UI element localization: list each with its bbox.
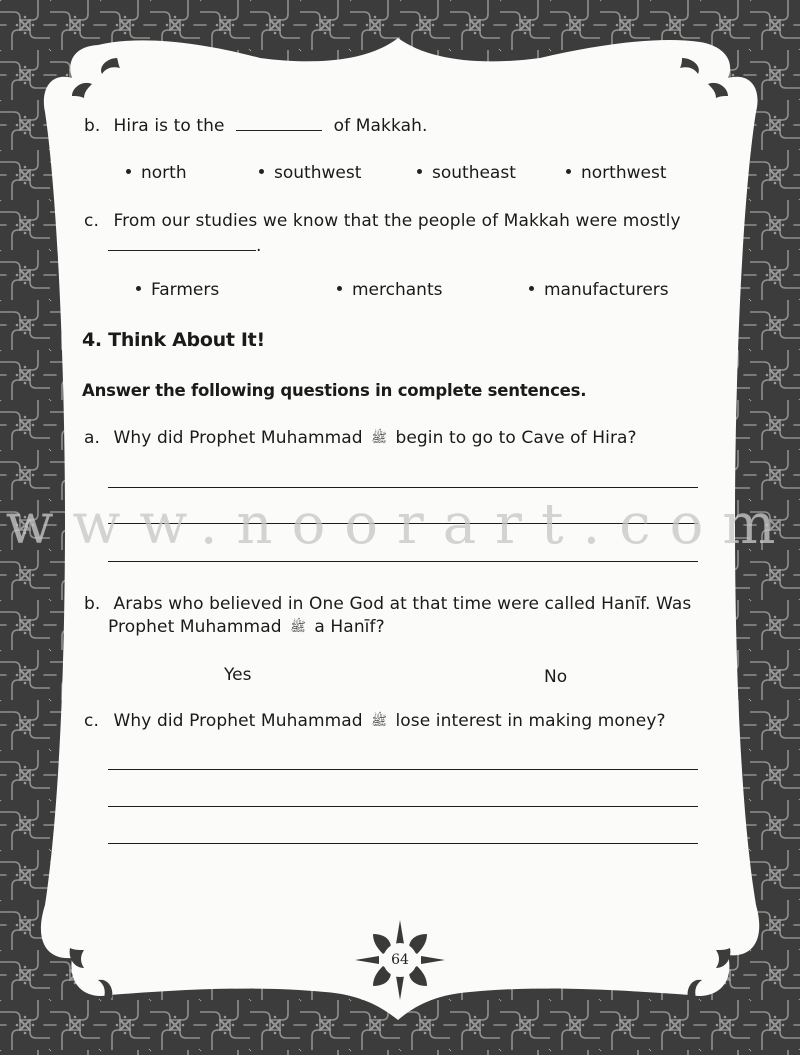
option-label: merchants [352, 280, 443, 300]
question-letter: c. [84, 211, 99, 231]
question-b [84, 594, 691, 614]
option-label: southwest [274, 163, 362, 183]
option-north[interactable] [126, 163, 187, 183]
option-farmers[interactable] [136, 280, 219, 300]
answer-line-a-2[interactable] [108, 523, 698, 524]
pbuh-honorific-icon: ﷺ [371, 714, 387, 729]
answer-line-c-3[interactable] [108, 843, 698, 844]
question-c [84, 711, 666, 732]
option-label: northwest [581, 163, 667, 183]
answer-blank[interactable] [236, 116, 322, 131]
question-text-after: lose interest in making money? [395, 711, 666, 731]
question-a [84, 428, 637, 449]
answer-line-c-1[interactable] [108, 769, 698, 770]
option-label: north [141, 163, 187, 183]
option-label: manufacturers [544, 280, 669, 300]
question-c-blank-line [108, 236, 262, 256]
question-text-before: Prophet Muhammad [108, 617, 282, 637]
answer-line-c-2[interactable] [108, 806, 698, 807]
pbuh-honorific-icon: ﷺ [371, 431, 387, 446]
answer-blank[interactable] [108, 236, 256, 251]
bullet-icon [136, 286, 141, 291]
option-manufacturers[interactable] [529, 280, 669, 300]
option-northwest[interactable] [566, 163, 667, 183]
period: . [256, 236, 262, 256]
answer-line-a-1[interactable] [108, 487, 698, 488]
page-number-ornament [355, 920, 445, 1000]
question-text-after: begin to go to Cave of Hira? [395, 428, 637, 448]
question-b-fill-blank [84, 116, 428, 136]
option-southwest[interactable] [259, 163, 361, 183]
section-instructions: Answer the following questions in complete sentences. [82, 381, 587, 400]
option-label: southeast [432, 163, 516, 183]
choice-yes[interactable]: Yes [224, 665, 252, 685]
option-merchants[interactable] [337, 280, 442, 300]
bullet-icon [417, 169, 422, 174]
bullet-icon [259, 169, 264, 174]
option-label: Farmers [151, 280, 220, 300]
choice-no[interactable]: No [544, 667, 568, 687]
pbuh-honorific-icon: ﷺ [290, 620, 306, 635]
question-c-fill-blank [84, 211, 681, 231]
question-letter: a. [84, 428, 101, 448]
question-text: From our studies we know that the people of Makkah were mostly [113, 211, 681, 231]
page-number: 64 [391, 952, 409, 968]
question-letter: c. [84, 711, 99, 731]
bullet-icon [529, 286, 534, 291]
bullet-icon [566, 169, 571, 174]
answer-line-a-3[interactable] [108, 561, 698, 562]
option-southeast[interactable] [417, 163, 516, 183]
question-text-line1: Arabs who believed in One God at that time were called Hanīf. Was [113, 594, 692, 614]
question-letter: b. [84, 116, 101, 136]
question-text-after: a Hanīf? [314, 617, 385, 637]
watermark: www.noorart.com [5, 492, 795, 557]
question-text-before: Hira is to the [113, 116, 225, 136]
bullet-icon [337, 286, 342, 291]
question-text-after: of Makkah. [333, 116, 428, 136]
question-text-before: Why did Prophet Muhammad [113, 428, 363, 448]
question-b-line2 [108, 617, 385, 638]
question-text-before: Why did Prophet Muhammad [113, 711, 363, 731]
question-letter: b. [84, 594, 101, 614]
bullet-icon [126, 169, 131, 174]
section-heading: 4. Think About It! [82, 329, 265, 351]
